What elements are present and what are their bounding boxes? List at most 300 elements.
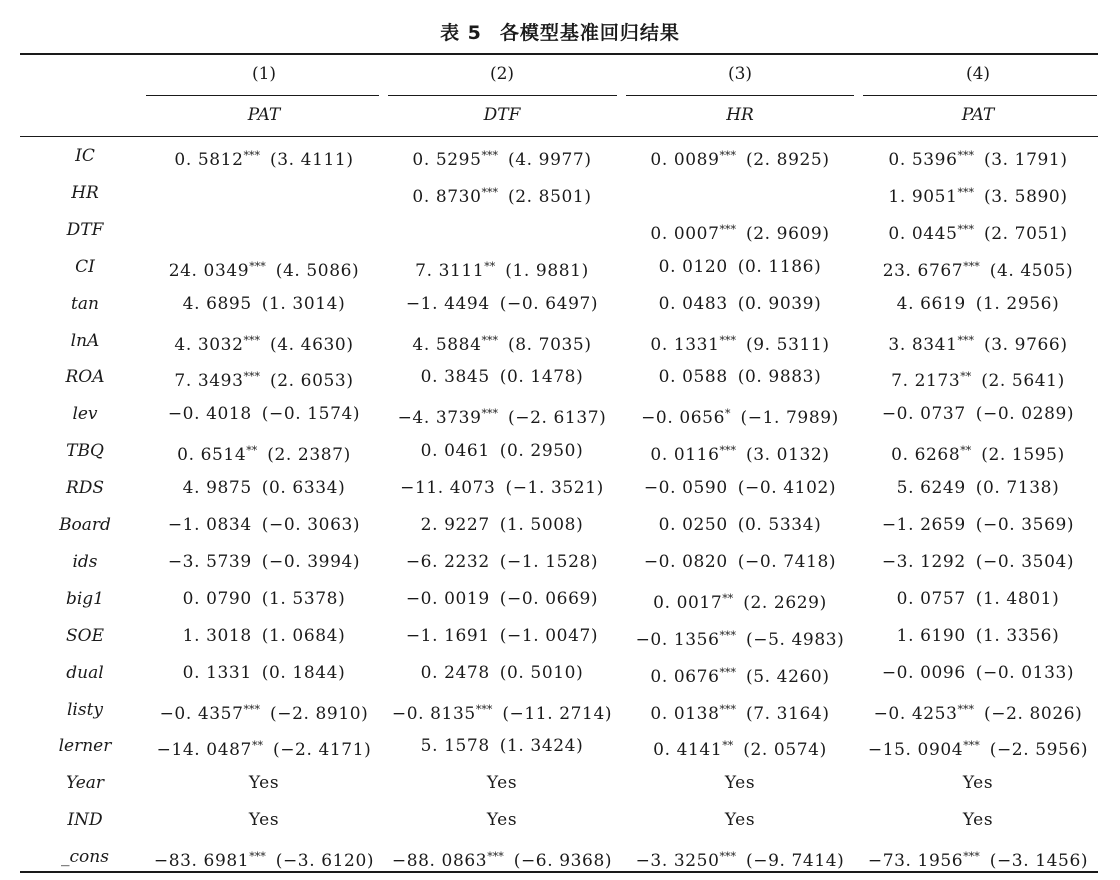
table-row [0,658,1120,688]
table-cell [384,731,620,761]
table-row [0,289,1120,319]
significance-stars: *** [963,259,980,273]
significance-stars: *** [719,333,737,347]
coefficient: −1. 0834 [167,515,252,535]
header-rule [20,136,1098,137]
variable-name: RDS [65,478,105,499]
significance-stars: *** [243,333,261,347]
table-cell [622,658,858,692]
coefficient: 0. 4141 [653,740,723,761]
coefficient: Yes [962,773,994,794]
variable-name: big1 [65,588,105,609]
significance-stars: *** [957,702,975,716]
coefficient: 0. 0790 [182,588,252,609]
t-statistic: (3. 4111) [270,150,354,170]
table-cell [860,547,1096,577]
table-cell [384,362,620,392]
table-row [0,215,1120,245]
table-cell [860,326,1096,360]
significance-stars: *** [957,333,975,347]
table-cell [146,842,382,876]
coefficient: 0. 0445 [888,223,958,244]
t-statistic: (1. 5008) [499,515,584,535]
coefficient: 0. 2478 [420,662,490,683]
table-cell [146,473,382,503]
table-cell [622,326,858,360]
dependent-variable: PAT [961,105,995,125]
table-cell [860,658,1096,688]
table-cell [860,141,1096,175]
t-statistic: (−2. 8910) [270,703,369,724]
significance-stars: *** [481,333,499,347]
coefficient: 4. 6895 [182,293,252,314]
variable-name: lnA [70,330,100,351]
coefficient: Yes [486,773,518,794]
significance-stars: *** [719,850,737,864]
coefficient: 1. 3018 [182,625,252,646]
coefficient: 23. 6767 [882,260,964,281]
variable-name: IND [67,810,103,831]
t-statistic: (2. 9609) [746,223,830,244]
table-caption [0,18,1120,45]
coefficient: 0. 1331 [182,662,252,683]
significance-stars: *** [957,149,975,162]
table-cell [860,695,1096,729]
coefficient: Yes [248,810,280,831]
coefficient: 7. 2173 [891,371,961,392]
variable-name: HR [71,182,99,203]
t-statistic: (−9. 7414) [746,851,845,872]
significance-stars: *** [719,702,737,716]
table-cell [622,842,858,876]
t-statistic: (2. 8925) [746,150,830,170]
table-number: 表 5 [440,22,482,44]
t-statistic: (2. 5641) [981,371,1065,392]
table-cell [622,731,858,765]
significance-stars: ** [960,370,972,384]
coefficient: 1. 9051 [888,186,958,207]
t-statistic: (−0. 4102) [737,478,837,499]
coefficient: 0. 0089 [650,150,720,170]
coefficient: 7. 3493 [174,371,244,392]
t-statistic: (−0. 3504) [975,551,1075,572]
significance-stars: *** [719,444,737,458]
t-statistic: (−1. 3521) [505,478,604,499]
table-row [0,768,1120,798]
t-statistic: (−2. 6137) [508,408,607,429]
coefficient: −3. 3250 [635,851,720,872]
significance-stars: *** [719,222,737,236]
coefficient: Yes [724,810,756,831]
t-statistic: (−0. 7418) [737,551,837,572]
top-rule [20,53,1098,55]
t-statistic: (0. 5010) [499,662,584,683]
t-statistic: (1. 3424) [499,736,584,757]
coefficient: 4. 5884 [412,334,482,355]
t-statistic: (3. 1791) [984,150,1068,170]
t-statistic: (−0. 3994) [261,551,361,572]
table-cell [622,215,858,249]
t-statistic: (−3. 1456) [989,851,1089,872]
table-cell [384,141,620,175]
table-cell [860,178,1096,212]
table-cell [384,399,620,433]
table-cell [860,768,1096,798]
table-cell [384,252,620,286]
significance-stars: ** [484,259,496,273]
variable-name: listy [66,699,104,720]
coefficient: −0. 0590 [643,478,728,499]
coefficient: −0. 1356 [635,629,720,650]
t-statistic: (0. 1478) [499,367,584,388]
table-cell [622,473,858,503]
dependent-variable: HR [726,105,754,125]
coefficient: −83. 6981 [153,851,250,872]
significance-stars: *** [963,850,980,864]
coefficient: −0. 8135 [391,703,476,724]
variable-name: lev [72,404,98,425]
table-cell [146,141,382,175]
coefficient: 0. 6514 [177,445,247,466]
coefficient: 0. 0116 [650,445,720,466]
t-statistic: (2. 7051) [984,223,1068,244]
t-statistic: (−0. 0133) [975,662,1075,683]
table-cell [146,731,382,765]
t-statistic: (2. 0574) [743,740,827,761]
table-cell [860,252,1096,286]
coefficient: 0. 1331 [650,334,720,355]
significance-stars: ** [246,444,258,458]
coefficient: −6. 2232 [405,551,490,572]
t-statistic: (1. 9881) [505,260,589,281]
significance-stars: *** [481,149,499,162]
column-group-rule [863,95,1097,96]
table-title: 各模型基准回归结果 [499,22,680,44]
coefficient: −0. 0656 [641,408,726,429]
table-cell [384,805,620,835]
table-cell [146,362,382,396]
coefficient: Yes [248,773,280,794]
coefficient: 0. 0250 [658,515,728,535]
t-statistic: (3. 0132) [746,445,830,466]
variable-name: ids [72,551,98,572]
significance-stars: *** [249,259,266,273]
table-cell [622,510,858,540]
coefficient: 0. 3845 [420,367,490,388]
table-cell [384,658,620,688]
t-statistic: (−0. 3569) [975,515,1075,535]
t-statistic: (0. 2950) [499,441,584,462]
t-statistic: (0. 1186) [737,256,822,277]
table-cell [146,584,382,614]
column-group-rule [146,95,379,96]
variable-name: TBQ [66,441,104,462]
t-statistic: (−3. 6120) [275,851,375,872]
t-statistic: (−0. 1574) [261,404,361,425]
table-cell [146,399,382,429]
coefficient: −1. 2659 [881,515,966,535]
significance-stars: ** [251,739,263,753]
coefficient: 0. 0138 [650,703,720,724]
variable-name: ROA [65,367,105,388]
t-statistic: (1. 3356) [975,625,1060,646]
significance-stars: *** [481,407,499,421]
significance-stars: *** [957,185,975,199]
table-row [0,362,1120,392]
table-cell [860,805,1096,835]
coefficient: 0. 0676 [650,666,720,687]
t-statistic: (4. 9977) [508,150,592,170]
t-statistic: (9. 5311) [746,334,830,355]
t-statistic: (1. 0684) [261,625,346,646]
table-cell [622,141,858,175]
table-cell [384,547,620,577]
column-number: (2) [489,64,515,84]
table-row [0,326,1120,356]
t-statistic: (1. 4801) [975,588,1060,609]
t-statistic: (0. 5334) [737,515,822,535]
variable-name: lerner [58,736,112,757]
table-cell [384,842,620,876]
table-row [0,399,1120,429]
table-row [0,584,1120,614]
t-statistic: (2. 8501) [508,186,592,207]
coefficient: −0. 0737 [881,404,966,425]
table-cell [146,658,382,688]
coefficient: 2. 9227 [420,515,490,535]
coefficient: 0. 0461 [420,441,490,462]
coefficient: 4. 9875 [182,478,252,499]
coefficient: 0. 0483 [658,293,728,314]
coefficient: 0. 5812 [174,150,244,170]
table-cell [146,326,382,360]
t-statistic: (−0. 6497) [499,293,599,314]
table-cell [860,473,1096,503]
t-statistic: (0. 9883) [737,367,822,388]
t-statistic: (−6. 9368) [513,851,613,872]
coefficient: −0. 4018 [167,404,252,425]
table-cell [622,695,858,729]
variable-name: SOE [66,625,104,646]
variable-name: DTF [66,219,104,240]
table-cell [860,436,1096,470]
significance-stars: ** [722,739,734,753]
variable-name: tan [71,293,99,314]
coefficient: 0. 6268 [891,445,961,466]
coefficient: 0. 8730 [412,186,482,207]
table-row [0,178,1120,208]
significance-stars: *** [243,370,261,384]
column-group-rule [388,95,617,96]
table-cell [860,289,1096,319]
coefficient: Yes [724,773,756,794]
coefficient: 5. 1578 [420,736,490,757]
t-statistic: (−0. 3063) [261,515,361,535]
significance-stars: *** [957,222,975,236]
table-cell [146,252,382,286]
t-statistic: (−2. 4171) [272,740,372,761]
table-cell [860,399,1096,429]
table-cell [860,621,1096,651]
coefficient: −14. 0487 [156,740,252,761]
table-cell [384,621,620,651]
column-number: (4) [965,64,991,84]
t-statistic: (−1. 7989) [740,408,839,429]
coefficient: Yes [486,810,518,831]
table-cell [860,731,1096,765]
significance-stars: *** [475,702,493,716]
coefficient: 24. 0349 [168,260,250,281]
t-statistic: (−0. 0289) [975,404,1075,425]
t-statistic: (1. 2956) [975,293,1060,314]
coefficient: −11. 4073 [400,478,496,499]
table-cell [384,436,620,466]
significance-stars: ** [722,591,734,605]
coefficient: −0. 4357 [159,703,244,724]
t-statistic: (1. 3014) [261,293,346,314]
significance-stars: *** [719,665,737,679]
t-statistic: (−2. 5956) [989,740,1089,761]
t-statistic: (7. 3164) [746,703,830,724]
variable-name: _cons [61,847,109,868]
table-row [0,621,1120,651]
column-number: (3) [727,64,753,84]
table-cell [384,510,620,540]
column-number: (1) [251,64,277,84]
t-statistic: (1. 5378) [261,588,346,609]
coefficient: −0. 4253 [873,703,958,724]
t-statistic: (0. 7138) [975,478,1060,499]
table-cell [622,436,858,470]
t-statistic: (2. 2629) [743,592,827,613]
coefficient: 5. 6249 [896,478,966,499]
t-statistic: (4. 4505) [989,260,1074,281]
table-cell [384,473,620,503]
coefficient: −0. 0019 [405,588,490,609]
significance-stars: *** [963,739,980,753]
table-cell [860,362,1096,396]
t-statistic: (3. 5890) [984,186,1068,207]
column-group-rule [626,95,854,96]
table-cell [146,768,382,798]
table-cell [146,805,382,835]
table-cell [384,289,620,319]
table-cell [146,510,382,540]
t-statistic: (0. 6334) [261,478,346,499]
variable-name: CI [75,256,95,277]
significance-stars: *** [249,850,266,864]
t-statistic: (−1. 1528) [499,551,599,572]
table-cell [622,621,858,655]
table-row [0,842,1120,872]
t-statistic: (4. 5086) [275,260,360,281]
significance-stars: *** [719,628,737,642]
table-cell [622,805,858,835]
coefficient: 0. 5396 [888,150,958,170]
coefficient: 3. 8341 [888,334,958,355]
t-statistic: (2. 6053) [270,371,354,392]
coefficient: 0. 5295 [412,150,482,170]
coefficient: −0. 0096 [881,662,966,683]
variable-name: IC [75,146,95,166]
table-cell [384,695,620,729]
coefficient: −1. 4494 [405,293,490,314]
significance-stars: * [725,407,731,421]
table-cell [860,215,1096,249]
coefficient: −1. 1691 [405,625,490,646]
table-cell [146,621,382,651]
table-cell [384,584,620,614]
dependent-variable: DTF [483,105,521,125]
t-statistic: (2. 2387) [267,445,351,466]
table-row [0,805,1120,835]
t-statistic: (−11. 2714) [502,703,613,724]
significance-stars: *** [243,702,261,716]
coefficient: −73. 1956 [867,851,964,872]
table-row [0,141,1120,171]
table-cell [622,584,858,618]
significance-stars: *** [719,149,737,162]
dependent-variable: PAT [247,105,281,125]
table-cell [860,510,1096,540]
coefficient: 0. 0757 [896,588,966,609]
significance-stars: ** [960,444,972,458]
table-row [0,436,1120,466]
table-row [0,731,1120,761]
table-row [0,252,1120,282]
coefficient: −4. 3739 [397,408,482,429]
coefficient: 0. 0007 [650,223,720,244]
t-statistic: (8. 7035) [508,334,592,355]
t-statistic: (−0. 0669) [499,588,599,609]
table-row [0,547,1120,577]
t-statistic: (−2. 8026) [984,703,1083,724]
coefficient: 0. 0120 [658,256,728,277]
coefficient: −0. 0820 [643,551,728,572]
coefficient: −88. 0863 [391,851,488,872]
table-cell [146,547,382,577]
table-cell [384,178,620,212]
coefficient: −3. 5739 [167,551,252,572]
table-cell [384,768,620,798]
significance-stars: *** [487,850,504,864]
table-cell [146,289,382,319]
coefficient: 0. 0588 [658,367,728,388]
t-statistic: (5. 4260) [746,666,830,687]
table-row [0,695,1120,725]
table-cell [860,584,1096,614]
table-cell [622,362,858,392]
coefficient: Yes [962,810,994,831]
table-cell [146,695,382,729]
t-statistic: (2. 1595) [981,445,1065,466]
coefficient: −15. 0904 [867,740,964,761]
coefficient: 0. 0017 [653,592,723,613]
table-cell [860,842,1096,876]
t-statistic: (0. 9039) [737,293,822,314]
variable-name: dual [66,662,104,683]
coefficient: 4. 6619 [896,293,966,314]
table-cell [622,768,858,798]
coefficient: 7. 3111 [415,260,485,281]
t-statistic: (3. 9766) [984,334,1068,355]
table-row [0,510,1120,540]
significance-stars: *** [481,185,499,199]
variable-name: Year [65,773,105,794]
table-cell [622,252,858,282]
table-cell [622,289,858,319]
t-statistic: (0. 1844) [261,662,346,683]
